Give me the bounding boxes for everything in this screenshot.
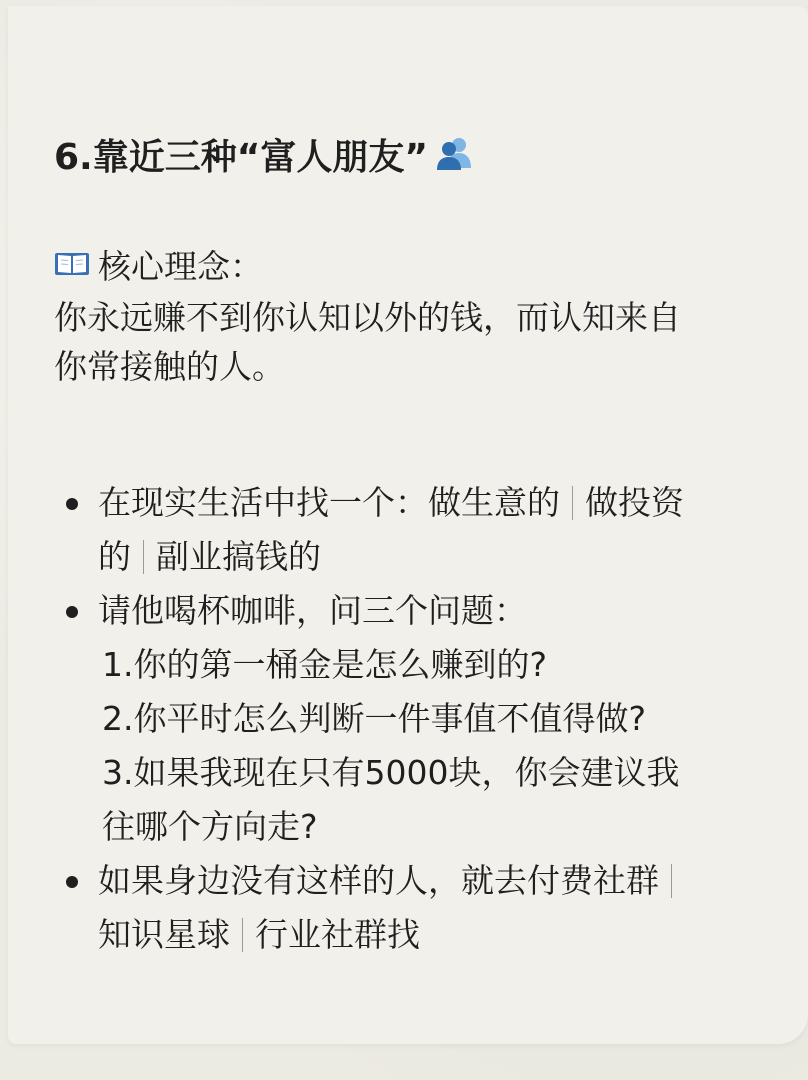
bullet-3-text-a: 如果身边没有这样的人，就去付费社群 bbox=[98, 861, 659, 900]
title-text: 6.靠近三种“富人朋友” bbox=[54, 137, 429, 178]
busts-in-silhouette-icon bbox=[434, 133, 474, 185]
bullet-1-line-1 bbox=[98, 476, 752, 530]
bullet-dot bbox=[66, 876, 78, 888]
divider bbox=[572, 486, 573, 520]
list-item-join-community bbox=[62, 854, 752, 962]
concept-line-1: 你永远赚不到你认知以外的钱，而认知来自 bbox=[54, 298, 681, 337]
bullet-1-text-a: 在现实生活中找一个：做生意的 bbox=[98, 483, 560, 522]
bullet-dot bbox=[66, 606, 78, 618]
core-concept bbox=[54, 242, 764, 391]
bullet-2-lead: 请他喝杯咖啡，问三个问题： bbox=[98, 591, 527, 630]
bullet-3-line-1 bbox=[98, 854, 752, 908]
bullet-1-text-d: 副业搞钱的 bbox=[156, 537, 321, 576]
bullet-1-text-c: 的 bbox=[98, 537, 131, 576]
divider bbox=[671, 864, 672, 898]
open-book-icon bbox=[54, 241, 90, 290]
question-3-line-1: 3.如果我现在只有5000块，你会建议我 bbox=[102, 753, 680, 792]
concept-heading-text: 核心理念： bbox=[98, 247, 263, 286]
bullet-3-text-c: 行业社群找 bbox=[255, 915, 420, 954]
list-item-find-person bbox=[62, 476, 752, 584]
list-item-ask-questions bbox=[62, 584, 752, 854]
bullet-list bbox=[62, 476, 752, 962]
question-1: 1.你的第一桶金是怎么赚到的? bbox=[102, 645, 548, 684]
concept-line-2: 你常接触的人。 bbox=[54, 347, 285, 386]
bullet-1-text-b: 做投资 bbox=[585, 483, 684, 522]
concept-heading bbox=[54, 242, 764, 293]
bullet-1-line-2 bbox=[98, 530, 752, 584]
bullet-dot bbox=[66, 498, 78, 510]
question-2: 2.你平时怎么判断一件事值不值得做? bbox=[102, 699, 647, 738]
page-title bbox=[54, 132, 474, 185]
divider bbox=[143, 540, 144, 574]
bullet-3-text-b: 知识星球 bbox=[98, 915, 230, 954]
bullet-3-line-2 bbox=[98, 908, 752, 962]
question-3-line-2: 往哪个方向走? bbox=[102, 807, 318, 846]
divider bbox=[242, 918, 243, 952]
